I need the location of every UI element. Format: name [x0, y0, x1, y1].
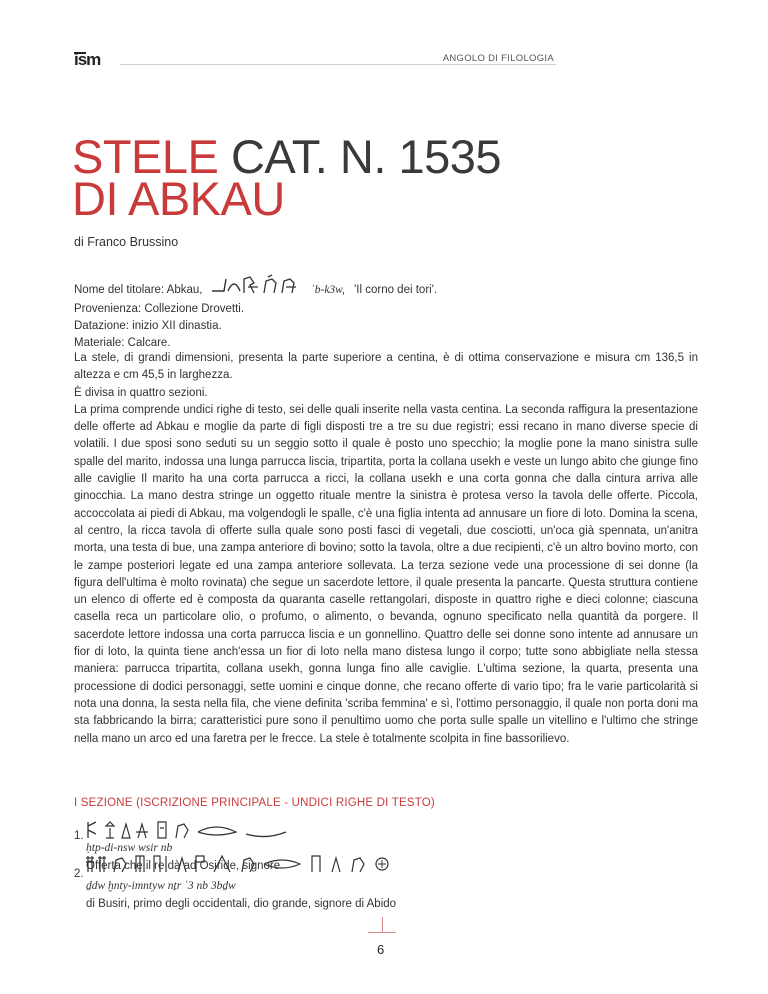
body-paragraph-1: La stele, di grandi dimensioni, presenta la parte superiore a centina, è di ottima conservazione e misura cm 136,5 in altezza e cm 45,5 in larghezza.: [74, 352, 698, 382]
page-number: 6: [377, 942, 385, 957]
line-1-translit: ḥtp-di-nsw wsir nb: [86, 842, 173, 854]
owner-row: [74, 273, 694, 301]
inscription-line-2: [74, 868, 674, 916]
line-number: 1.: [74, 830, 84, 842]
title-red-line2: DI ABKAU: [72, 172, 285, 225]
hieroglyph-line-2-icon: [86, 852, 426, 877]
section-label: ANGOLO DI FILOLOGIA: [442, 53, 554, 64]
owner-translation: 'Il corno dei tori'.: [354, 284, 438, 296]
article-title: [72, 130, 692, 225]
author-byline: di Franco Brussino: [74, 235, 179, 249]
body-paragraph-2: È divisa in quattro sezioni.: [74, 386, 208, 399]
header-rule: [120, 64, 556, 65]
stele-metadata: [74, 273, 694, 352]
title-dark-part: CAT. N. 1535: [218, 130, 501, 183]
provenance-row: Provenienza: Collezione Drovetti.: [74, 303, 245, 315]
line-1-translation: Offerta che il re dà ad Osiride, signore: [86, 860, 281, 872]
owner-label: Nome del titolare: Abkau,: [74, 284, 203, 296]
line-2-translation: di Busiri, primo degli occidentali, dio grande, signore di Abido: [86, 898, 397, 910]
dating-row: Datazione: inizio XII dinastia.: [74, 320, 222, 332]
line-number: 2.: [74, 868, 84, 880]
material-row: Materiale: Calcare.: [74, 337, 171, 349]
title-red-part: STELE: [72, 130, 219, 183]
footer-ornament-bar: [368, 932, 396, 933]
article-body: [74, 350, 698, 748]
body-paragraph-3: La prima comprende undici righe di testo, sei delle quali inserite nella vasta centina. La seconda raffigura la presentazione delle offerte ad Abkau e moglie da parte di figli disposti tre a tre su due registri; essi recano in mano diverse specie di volatili. I due sposi sono seduti su un seggio sotto il quale è posto uno specchio; la moglie pone la mano sinistra sulle spalle del marito, indossa una lunga parrucca liscia, tripartita, porta la collana usekh e veste un lungo abito che giunge fino alle caviglie Il marito ha una corta parrucca a ricci, la collana usekh e una corta gonna che dalla cintura arriva alle ginocchia. La mano destra stringe un oggetto rituale mentre la sinistra è protesa verso la tavola delle offerte. Piccola, accoccolata ai piedi di Abkau, ma volgendogli le spalle, c'è una figlia intenta ad annusare un fiore di loto. Domina la scena, al centro, la ricca tavola di offerte sulla quale sono posti fasci di vegetali, due cosciotti, un'oca già spennata, un'anitra morta, una testa di bue, una zampa anteriore di bovino; sotto la tavola, oltre a due recipienti, c'è un altro bovino morto, con le zampe posteriori legate ed una zampa anteriore sollevata. La terza sezione vede una processione di sei donne (la figura dell'ultima è molto rovinata) che segue un sacerdote lettore, il quale presenta la pancarte. Questa struttura contiene un elenco di offerte ed è composta da quaranta caselle rettangolari, disposte in quattro righe e dieci colonne; ciascuna casella reca un particolare olio, o profumo, o alimento, o bevanda, ognuno specificato nella quantità da porgere. Il sacerdote lettore indossa una corta parrucca liscia e un gonnellino. Quattro delle sei donne sono intente ad annusare un fior di loto, la quinta tiene anch'essa un fior di loto nella mano distesa lungo il corpo; tutte sono abbigliate nella stessa maniera: parrucca tripartita, collana usekh, gonna lunga fino alle caviglie. L'ultima sezione, la quarta, presenta una processione di dodici personaggi, sette uomini e cinque donne, che recano offerte di vario tipo; fra le varie particolarità si nota una donna, la sesta nella fila, che viene definita 'scriba femmina' e sì, l'ottimo personaggio, il quale non porta doni ma sta fabbricando la birra; caratteristici pure sono il penultimo uomo che porta sulle spalle un vitellino e l'ultimo che stringe nella mano un arco ed una faretra per le frecce. La stele è totalmente scolpita in fine bassorilievo.: [74, 403, 698, 745]
footer-ornament: [382, 917, 383, 933]
magazine-logo: [74, 49, 114, 69]
section-heading: I SEZIONE (ISCRIZIONE PRINCIPALE - UNDICI RIGHE DI TESTO): [74, 797, 435, 809]
svg-text:ism: ism: [74, 50, 101, 69]
line-2-translit: ḏdw ḫnty-imntyw nṯr ʿ3 nb 3bḏw: [86, 880, 236, 892]
owner-translit: ʿb-k3w,: [310, 284, 345, 296]
hieroglyph-name-icon: [210, 273, 302, 301]
hieroglyph-line-1-icon: [86, 818, 326, 843]
